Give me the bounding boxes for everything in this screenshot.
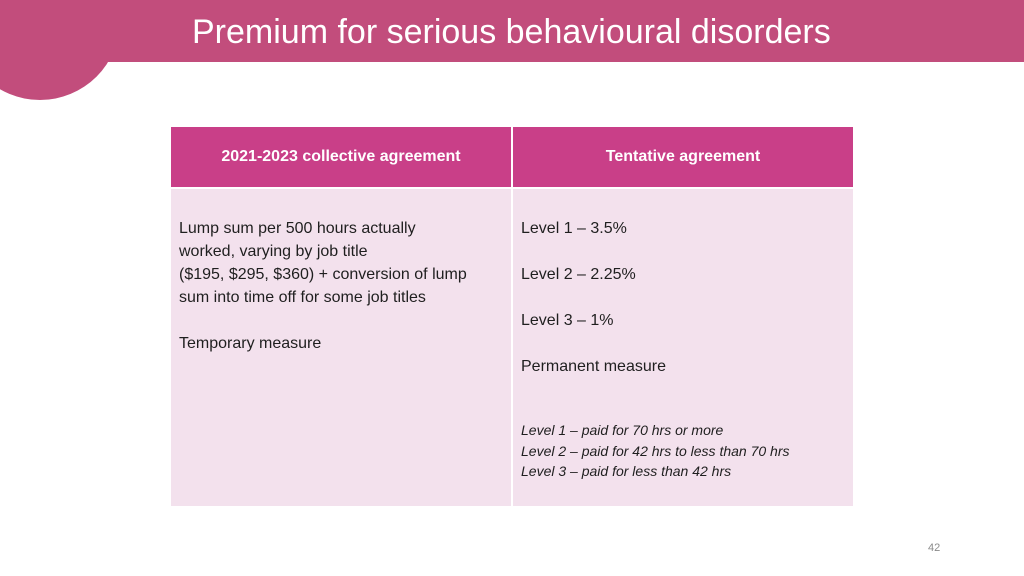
current-agreement-measure: Temporary measure xyxy=(179,335,322,352)
table-cell-current-agreement xyxy=(171,189,511,506)
spacer xyxy=(521,332,845,355)
page-number: 42 xyxy=(928,542,941,554)
header-bar xyxy=(0,0,1024,62)
comparison-table xyxy=(171,127,853,506)
table-cell-tentative-agreement xyxy=(513,189,853,506)
current-agreement-line: sum into time off for some job titles xyxy=(179,289,426,306)
level-1-rate: Level 1 – 3.5% xyxy=(521,220,627,237)
spacer xyxy=(179,309,503,332)
current-agreement-line: Lump sum per 500 hours actually xyxy=(179,220,416,237)
spacer xyxy=(521,240,845,263)
level-2-rate: Level 2 – 2.25% xyxy=(521,266,636,283)
table-header-current-agreement: 2021-2023 collective agreement xyxy=(171,127,511,187)
level-3-rate: Level 3 – 1% xyxy=(521,312,614,329)
level-2-note: Level 2 – paid for 42 hrs to less than 70 hrs xyxy=(521,442,790,459)
spacer xyxy=(521,286,845,309)
level-3-note: Level 3 – paid for less than 42 hrs xyxy=(521,463,732,479)
table-header-tentative-agreement: Tentative agreement xyxy=(513,127,853,187)
slide-title: Premium for serious behavioural disorders xyxy=(192,13,831,51)
level-notes xyxy=(521,420,845,482)
level-1-note: Level 1 – paid for 70 hrs or more xyxy=(521,422,724,438)
current-agreement-line: ($195, $295, $360) + conversion of lump xyxy=(179,266,467,283)
tentative-agreement-measure: Permanent measure xyxy=(521,358,666,375)
current-agreement-line: worked, varying by job title xyxy=(179,243,368,260)
